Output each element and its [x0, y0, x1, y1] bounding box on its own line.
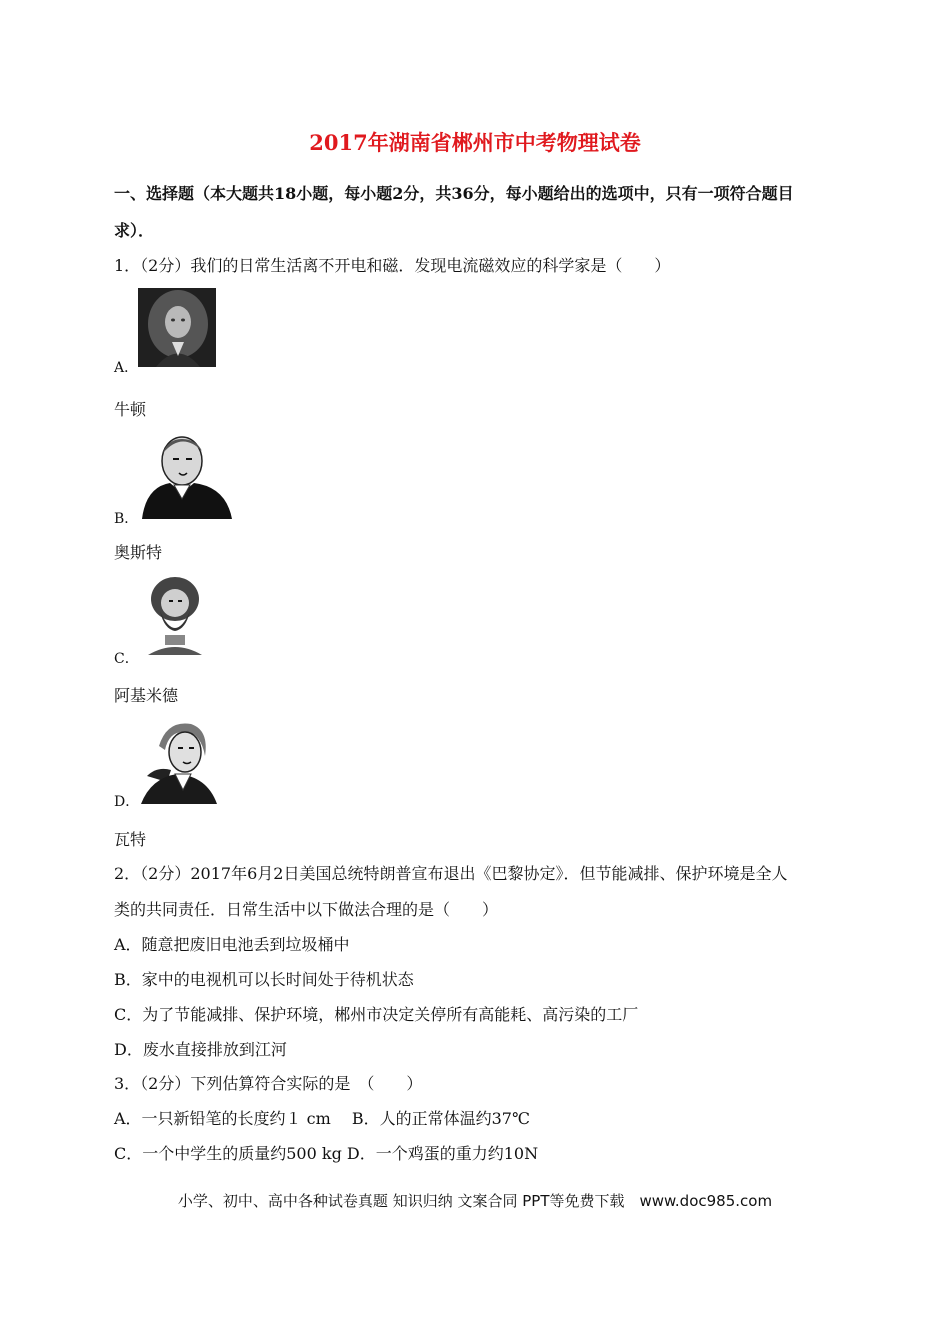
q2-stem-line2: 类的共同责任．日常生活中以下做法合理的是（ ） — [114, 900, 499, 919]
q3-stem: 3．（2分）下列估算符合实际的是 （ ） — [114, 1074, 423, 1093]
section-heading-line1: 一、选择题（本大题共18小题，每小题2分，共36分，每小题给出的选项中，只有一项符合题目 — [114, 184, 794, 203]
q1-option-a-name: 牛顿 — [114, 400, 147, 419]
archimedes-bust-image — [140, 571, 210, 655]
exam-title: 2017年湖南省郴州市中考物理试卷 — [309, 130, 641, 155]
page-footer: 小学、初中、高中各种试卷真题 知识归纳 文案合同 PPT等免费下载 www.doc985.com — [177, 1192, 773, 1210]
q1-option-d-label: D． — [114, 794, 140, 810]
q1-stem: 1．（2分）我们的日常生活离不开电和磁．发现电流磁效应的科学家是（ ） — [114, 256, 671, 275]
q2-option-d: D．废水直接排放到江河 — [114, 1040, 287, 1059]
q3-options-line2: C．一个中学生的质量约500 kg D．一个鸡蛋的重力约10N — [114, 1144, 539, 1163]
q1-option-c-name: 阿基米德 — [114, 686, 179, 705]
q1-option-c-label: C． — [114, 651, 139, 667]
q1-option-b-name: 奥斯特 — [114, 543, 163, 562]
q1-option-a-label: A． — [114, 360, 139, 376]
newton-portrait-image — [138, 288, 216, 367]
q2-option-b: B．家中的电视机可以长时间处于待机状态 — [114, 970, 414, 989]
oersted-portrait-image — [136, 427, 236, 519]
q3-options-line1: A．一只新铅笔的长度约１ cm B．人的正常体温约37℃ — [114, 1109, 530, 1128]
watt-portrait-image — [137, 716, 219, 804]
q2-option-a: A．随意把废旧电池丢到垃圾桶中 — [114, 935, 350, 954]
section-heading-line2: 求）． — [114, 221, 155, 240]
q2-option-c: C．为了节能减排、保护环境，郴州市决定关停所有高能耗、高污染的工厂 — [114, 1005, 639, 1024]
q1-option-b-label: B． — [114, 511, 139, 527]
q1-option-d-name: 瓦特 — [114, 830, 147, 849]
q2-stem-line1: 2．（2分）2017年6月2日美国总统特朗普宣布退出《巴黎协定》．但节能减排、保护环境是全人 — [114, 864, 788, 883]
